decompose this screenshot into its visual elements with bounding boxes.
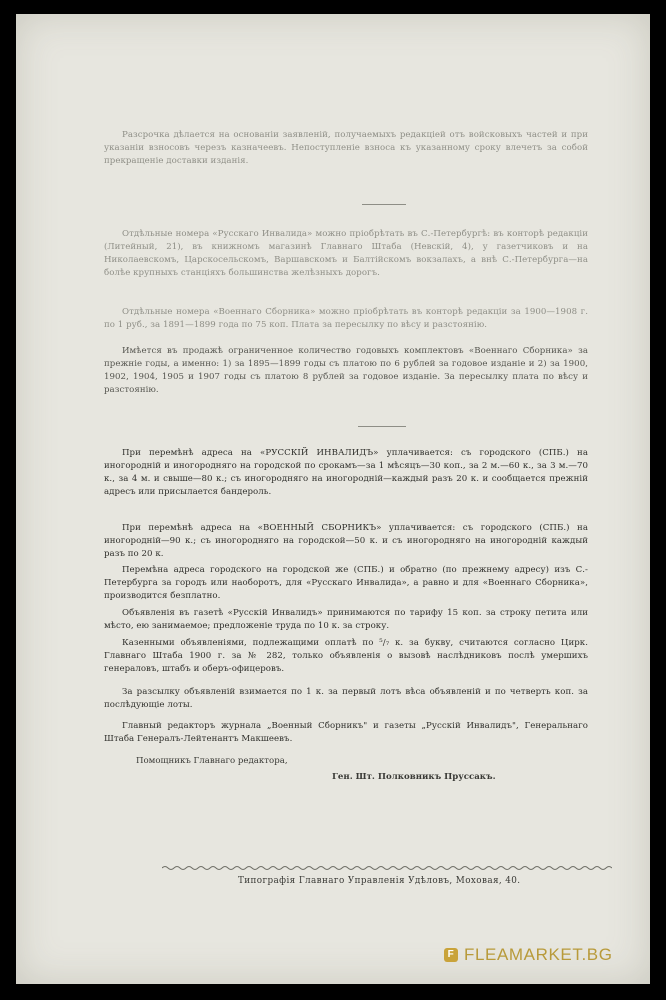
installment-paragraph: Разсрочка дѣлается на основаніи заявленій, получаемыхъ редакціей отъ войсковыхъ частей и при указаніи взносовъ черезъ казначеевъ. Непоступленіе взноса къ указанному сроку влечетъ за собой прекращеніе доставки изданія. bbox=[104, 130, 588, 166]
address-change-sbornik-paragraph: При перемѣнѣ адреса на «ВОЕННЫЙ СБОРНИКЪ» уплачивается: съ городского (СПБ.) на иногородній—90 к.; съ иногородняго на городской—50 к. и съ иногородняго на иногородній каждый разъ по 20 к. bbox=[104, 523, 588, 559]
section-divider-2 bbox=[358, 426, 406, 427]
official-advertisements-paragraph: Казенными объявленіями, подлежащими оплатѣ по ⁵/₇ к. за букву, считаются согласно Цирк. Главнаго Штаба 1900 г. за № 282, только объявленія о вызовѣ наслѣдниковъ послѣ умершихъ генераловъ, штабъ и оберъ-офицеровъ. bbox=[104, 638, 588, 674]
document-page bbox=[16, 14, 650, 984]
fleamarket-watermark bbox=[444, 945, 613, 965]
advertisement-tariff-paragraph: Объявленія въ газетѣ «Русскій Инвалидъ» принимаются по тарифу 15 коп. за строку петита или мѣсто, ею занимаемое; предложеніе труда по 10 к. за строку. bbox=[104, 608, 588, 631]
single-issues-sbornik-paragraph: Отдѣльные номера «Военнаго Сборника» можно пріобрѣтать въ конторѣ редакціи за 1900—1908 г. по 1 руб., за 1891—1899 года по 75 коп. Плата за пересылку по вѣсу и разстоянію. bbox=[104, 307, 588, 330]
fleamarket-logo-icon: F bbox=[444, 948, 458, 962]
watermark-text: FLEAMARKET.BG bbox=[464, 945, 613, 964]
decorative-wavy-rule bbox=[162, 864, 612, 872]
address-change-free-paragraph: Перемѣна адреса городского на городской же (СПБ.) и обратно (по прежнему адресу) изъ С.-Петербурга за городъ или наоборотъ, для «Русскаго Инвалида», а равно и для «Военнаго Сборника», производится безплатно. bbox=[104, 565, 588, 601]
address-change-invalid-paragraph: При перемѣнѣ адреса на «РУССКІЙ ИНВАЛИДЪ» уплачивается: съ городского (СПБ.) на иногородній и иногородняго на городской по срокамъ—за 1 мѣсяцъ—30 коп., за 2 м.—60 к., за 3 м.—70 к., за 4 м. и свыше—80 к.; съ иногородняго на иногородній—каждый разъ 20 к. и сообщается прежній адресъ или присылается бандероль. bbox=[104, 448, 588, 497]
advertisement-mailing-paragraph: За разсылку объявленій взимается по 1 к. за первый лотъ вѣса объявленій и по четверть коп. за послѣдующіе лоты. bbox=[104, 687, 588, 710]
annual-sets-paragraph: Имѣется въ продажѣ ограниченное количество годовыхъ комплектовъ «Военнаго Сборника» за прежніе годы, а именно: 1) за 1895—1899 годы съ платою по 6 рублей за годовое изданіе и 2) за 1900, 1902, 1904, 1905 и 1907 годы съ платою 8 рублей за годовое изданіе. За пересылку плата по вѣсу и разстоянію. bbox=[104, 346, 588, 395]
assistant-editor-name: Ген. Шт. Полковникъ Пруссакъ. bbox=[332, 772, 496, 782]
chief-editor-paragraph: Главный редакторъ журнала „Военный Сборникъ" и газеты „Русскій Инвалидъ", Генеральнаго Штаба Генералъ-Лейтенантъ Макшеевъ. bbox=[104, 721, 588, 744]
assistant-editor-title: Помощникъ Главнаго редактора, bbox=[136, 756, 288, 766]
section-divider bbox=[362, 204, 406, 205]
single-issues-invalid-paragraph: Отдѣльные номера «Русскаго Инвалида» можно пріобрѣтать въ С.-Петербургѣ: въ конторѣ редакціи (Литейный, 21), въ книжномъ магазинѣ Главнаго Штаба (Невскій, 4), у газетчиковъ и на Николаевскомъ, Царскосельскомъ, Варшавскомъ и Балтійскомъ вокзалахъ, а внѣ С.-Петербурга—на болѣе крупныхъ станціяхъ большинства желѣзныхъ дорогъ. bbox=[104, 229, 588, 278]
printer-imprint: Типографія Главнаго Управленія Удѣловъ, Моховая, 40. bbox=[238, 876, 521, 886]
document-content bbox=[16, 14, 650, 984]
